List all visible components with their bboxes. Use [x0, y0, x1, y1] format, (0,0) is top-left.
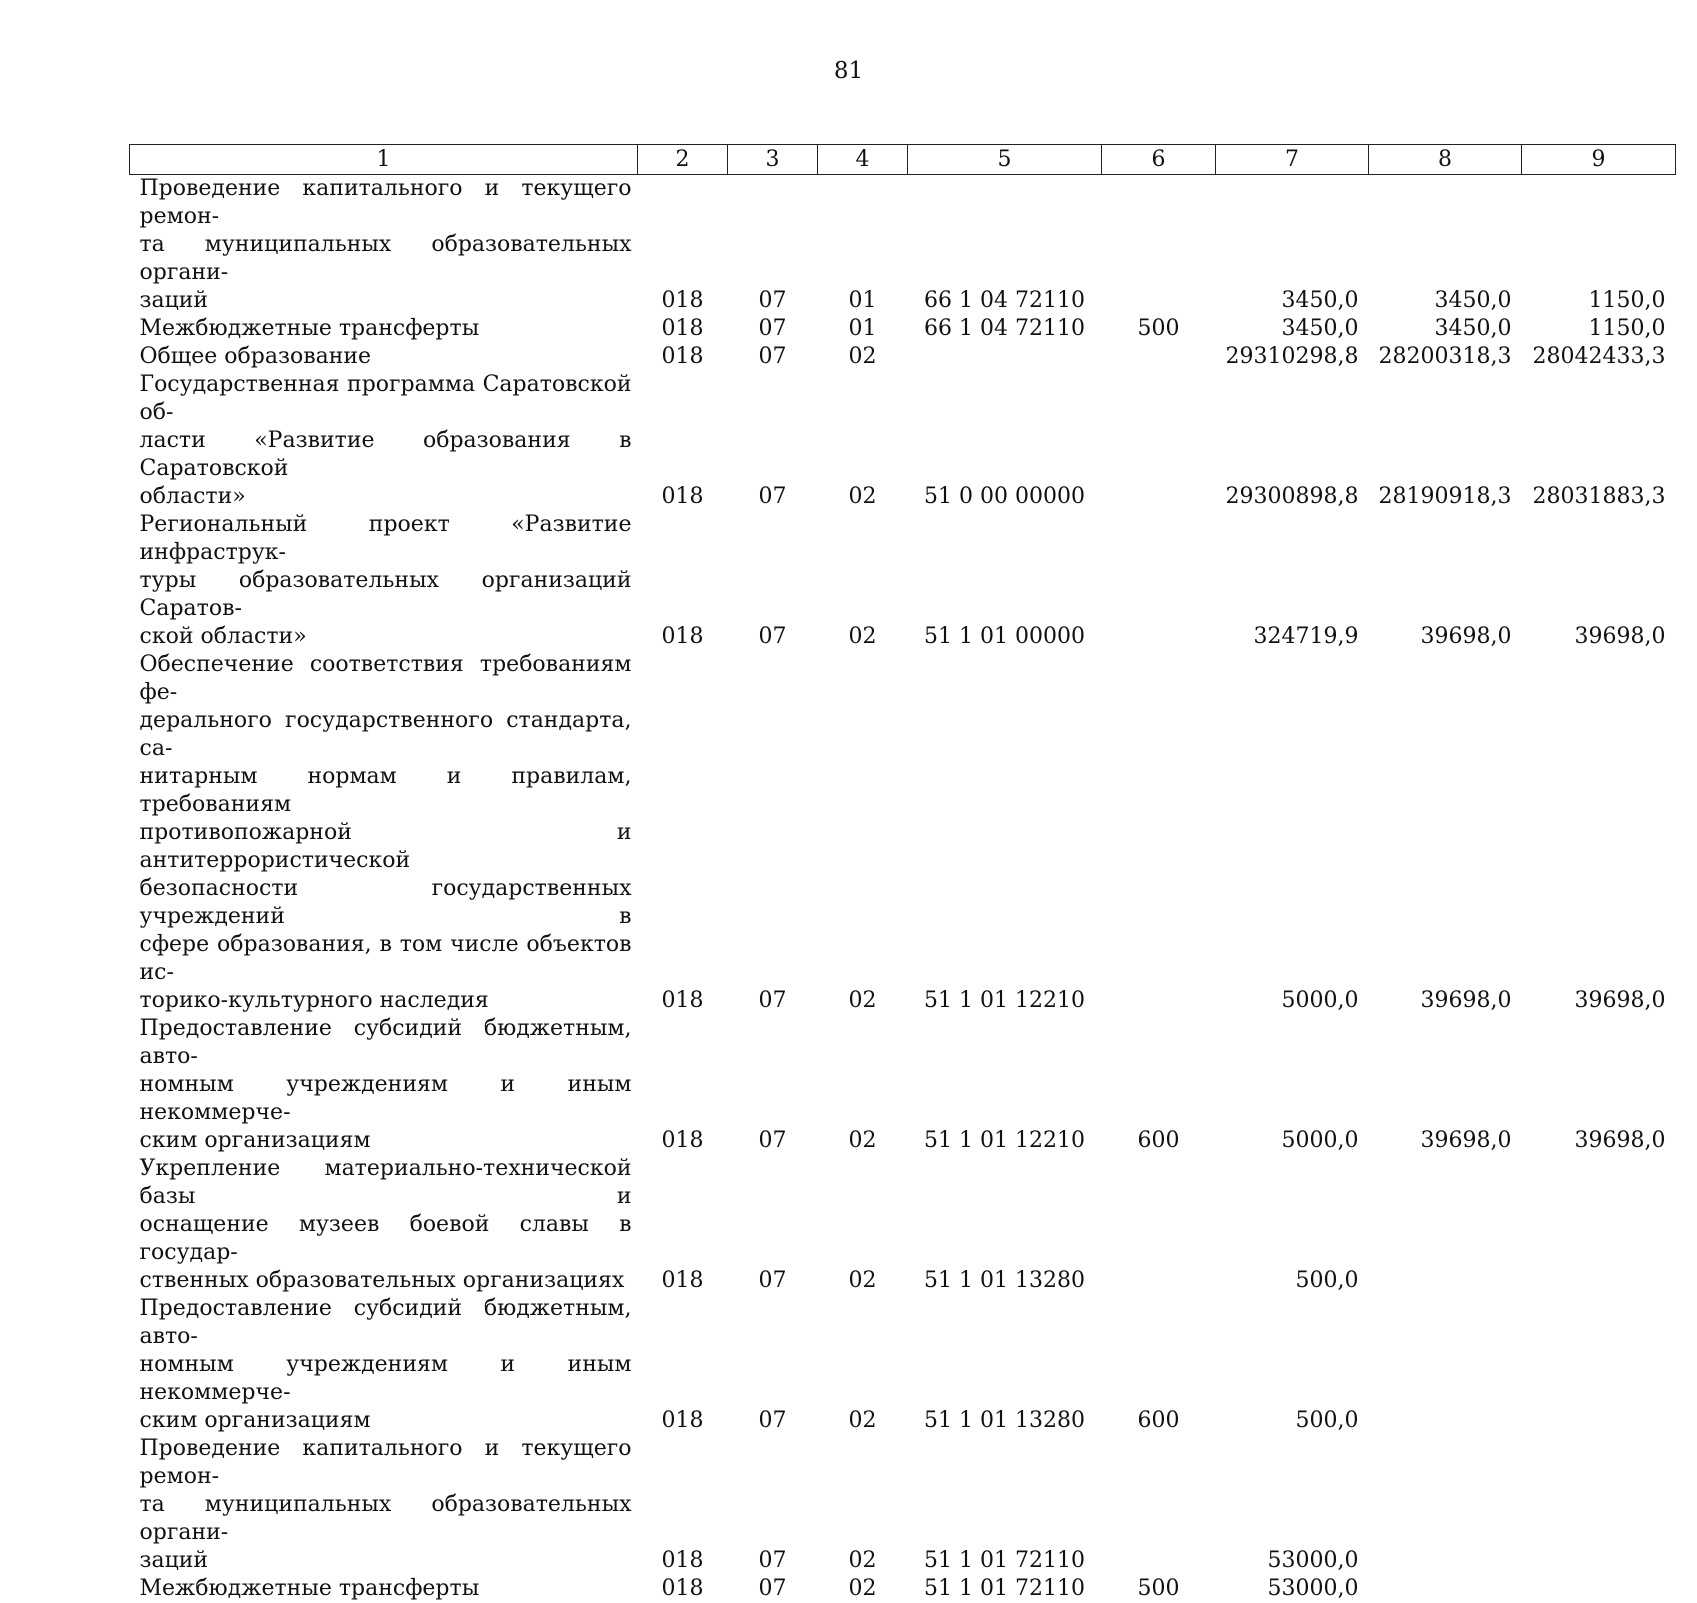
- cell-subsection: 02: [818, 1295, 908, 1435]
- cell-target-article: 51 0 00 00000: [908, 371, 1102, 511]
- cell-section: 07: [728, 651, 818, 1015]
- cell-amount-col7: 324719,9: [1216, 511, 1369, 651]
- cell-name-line: заций: [140, 1547, 632, 1575]
- cell-name-line: оснащение музеев боевой славы в государ-: [140, 1211, 632, 1267]
- cell-name-line: Предоставление субсидий бюджетным, авто-: [140, 1015, 632, 1071]
- budget-table: [129, 144, 1676, 1603]
- cell-amount-col8: 28190918,3: [1369, 371, 1522, 511]
- table-row: [130, 511, 1676, 651]
- cell-name: [130, 1015, 638, 1155]
- cell-amount-col7: 500,0: [1216, 1155, 1369, 1295]
- cell-name-line: Государственная программа Саратовской об-: [140, 371, 632, 427]
- cell-name: [130, 1435, 638, 1575]
- header-col-2: 2: [638, 145, 728, 175]
- cell-amount-col9: [1522, 1575, 1676, 1603]
- cell-amount-col9: [1522, 1435, 1676, 1575]
- cell-name: [130, 511, 638, 651]
- cell-amount-col9: 39698,0: [1522, 651, 1676, 1015]
- cell-target-article: 51 1 01 72110: [908, 1435, 1102, 1575]
- cell-amount-col7: 5000,0: [1216, 651, 1369, 1015]
- cell-amount-col7: 500,0: [1216, 1295, 1369, 1435]
- cell-amount-col8: 3450,0: [1369, 315, 1522, 343]
- cell-name-line: заций: [140, 287, 632, 315]
- cell-section: 07: [728, 1155, 818, 1295]
- cell-subsection: 02: [818, 1435, 908, 1575]
- cell-section: 07: [728, 343, 818, 371]
- cell-expense-type: [1102, 651, 1216, 1015]
- cell-amount-col9: 39698,0: [1522, 511, 1676, 651]
- cell-target-article: 51 1 01 72110: [908, 1575, 1102, 1603]
- cell-name-line: торико-культурного наследия: [140, 987, 632, 1015]
- cell-name: [130, 371, 638, 511]
- cell-name-line: области»: [140, 483, 632, 511]
- cell-amount-col9: [1522, 1155, 1676, 1295]
- cell-subsection: 02: [818, 1015, 908, 1155]
- cell-subsection: 02: [818, 371, 908, 511]
- table-row: [130, 315, 1676, 343]
- cell-name: [130, 343, 638, 371]
- header-col-7: 7: [1216, 145, 1369, 175]
- table-row: [130, 1435, 1676, 1575]
- cell-name-line: номным учреждениям и иным некоммерче-: [140, 1071, 632, 1127]
- cell-ministry: 018: [638, 1295, 728, 1435]
- header-col-1: 1: [130, 145, 638, 175]
- header-col-8: 8: [1369, 145, 1522, 175]
- cell-name-line: та муниципальных образовательных органи-: [140, 1491, 632, 1547]
- cell-ministry: 018: [638, 1435, 728, 1575]
- cell-amount-col7: 3450,0: [1216, 315, 1369, 343]
- cell-expense-type: [1102, 511, 1216, 651]
- table-row: [130, 1015, 1676, 1155]
- cell-name: [130, 175, 638, 316]
- cell-expense-type: 600: [1102, 1015, 1216, 1155]
- cell-amount-col7: 29310298,8: [1216, 343, 1369, 371]
- cell-name-line: нитарным нормам и правилам, требованиям: [140, 763, 632, 819]
- cell-name: [130, 1155, 638, 1295]
- cell-name: [130, 1295, 638, 1435]
- cell-target-article: 51 1 01 00000: [908, 511, 1102, 651]
- cell-name-line: дерального государственного стандарта, са-: [140, 707, 632, 763]
- header-col-6: 6: [1102, 145, 1216, 175]
- cell-name-line: ласти «Развитие образования в Саратовской: [140, 427, 632, 483]
- cell-amount-col9: [1522, 1295, 1676, 1435]
- cell-section: 07: [728, 1435, 818, 1575]
- cell-name-line: Обеспечение соответствия требованиям фе-: [140, 651, 632, 707]
- cell-name-line: ским организациям: [140, 1407, 632, 1435]
- cell-name-line: безопасности государственных учреждений в: [140, 875, 632, 931]
- cell-name-line: ственных образовательных организациях: [140, 1267, 632, 1295]
- cell-section: 07: [728, 371, 818, 511]
- cell-subsection: 02: [818, 651, 908, 1015]
- cell-ministry: 018: [638, 343, 728, 371]
- cell-expense-type: [1102, 175, 1216, 316]
- cell-target-article: 51 1 01 13280: [908, 1295, 1102, 1435]
- cell-subsection: 02: [818, 343, 908, 371]
- cell-section: 07: [728, 1295, 818, 1435]
- cell-amount-col9: 1150,0: [1522, 315, 1676, 343]
- cell-name-line: сфере образования, в том числе объектов ис-: [140, 931, 632, 987]
- cell-name-line: Предоставление субсидий бюджетным, авто-: [140, 1295, 632, 1351]
- cell-ministry: 018: [638, 1575, 728, 1603]
- cell-amount-col8: [1369, 1295, 1522, 1435]
- cell-amount-col7: 53000,0: [1216, 1575, 1369, 1603]
- cell-name-line: Межбюджетные трансферты: [140, 315, 632, 343]
- cell-expense-type: [1102, 343, 1216, 371]
- cell-amount-col8: 39698,0: [1369, 651, 1522, 1015]
- cell-amount-col7: 53000,0: [1216, 1435, 1369, 1575]
- cell-section: 07: [728, 1015, 818, 1155]
- cell-ministry: 018: [638, 511, 728, 651]
- cell-amount-col7: 3450,0: [1216, 175, 1369, 316]
- cell-expense-type: [1102, 1435, 1216, 1575]
- cell-amount-col9: 28042433,3: [1522, 343, 1676, 371]
- cell-section: 07: [728, 175, 818, 316]
- cell-name: [130, 315, 638, 343]
- cell-expense-type: 500: [1102, 315, 1216, 343]
- cell-target-article: 51 1 01 13280: [908, 1155, 1102, 1295]
- cell-name: [130, 651, 638, 1015]
- table-body: [130, 175, 1676, 1603]
- table-row: [130, 175, 1676, 316]
- cell-amount-col8: [1369, 1575, 1522, 1603]
- table-row: [130, 1575, 1676, 1603]
- cell-target-article: 66 1 04 72110: [908, 315, 1102, 343]
- cell-section: 07: [728, 511, 818, 651]
- header-row: [130, 145, 1676, 175]
- cell-section: 07: [728, 315, 818, 343]
- table-row: [130, 371, 1676, 511]
- cell-expense-type: 500: [1102, 1575, 1216, 1603]
- cell-ministry: 018: [638, 175, 728, 316]
- cell-name-line: та муниципальных образовательных органи-: [140, 231, 632, 287]
- cell-amount-col8: [1369, 1435, 1522, 1575]
- cell-target-article: 51 1 01 12210: [908, 1015, 1102, 1155]
- cell-amount-col8: 39698,0: [1369, 1015, 1522, 1155]
- cell-amount-col8: 3450,0: [1369, 175, 1522, 316]
- cell-amount-col9: 28031883,3: [1522, 371, 1676, 511]
- cell-ministry: 018: [638, 371, 728, 511]
- header-col-5: 5: [908, 145, 1102, 175]
- cell-subsection: 02: [818, 1155, 908, 1295]
- cell-target-article: 51 1 01 12210: [908, 651, 1102, 1015]
- header-col-4: 4: [818, 145, 908, 175]
- page-number: 81: [0, 58, 1697, 84]
- cell-ministry: 018: [638, 1015, 728, 1155]
- cell-amount-col8: [1369, 1155, 1522, 1295]
- table-row: [130, 1295, 1676, 1435]
- cell-name-line: Региональный проект «Развитие инфраструк-: [140, 511, 632, 567]
- cell-name-line: Проведение капитального и текущего ремон-: [140, 175, 632, 231]
- cell-name: [130, 1575, 638, 1603]
- cell-target-article: 66 1 04 72110: [908, 175, 1102, 316]
- cell-amount-col7: 5000,0: [1216, 1015, 1369, 1155]
- cell-name-line: ской области»: [140, 623, 632, 651]
- header-col-3: 3: [728, 145, 818, 175]
- cell-amount-col9: 39698,0: [1522, 1015, 1676, 1155]
- header-col-9: 9: [1522, 145, 1676, 175]
- cell-subsection: 02: [818, 511, 908, 651]
- cell-name-line: номным учреждениям и иным некоммерче-: [140, 1351, 632, 1407]
- table-row: [130, 343, 1676, 371]
- cell-name-line: туры образовательных организаций Саратов-: [140, 567, 632, 623]
- cell-amount-col8: 39698,0: [1369, 511, 1522, 651]
- table-header: [130, 145, 1676, 175]
- cell-amount-col7: 29300898,8: [1216, 371, 1369, 511]
- cell-name-line: противопожарной и антитеррористической: [140, 819, 632, 875]
- cell-ministry: 018: [638, 651, 728, 1015]
- cell-ministry: 018: [638, 1155, 728, 1295]
- cell-amount-col8: 28200318,3: [1369, 343, 1522, 371]
- cell-name-line: ским организациям: [140, 1127, 632, 1155]
- cell-section: 07: [728, 1575, 818, 1603]
- cell-name-line: Укрепление материально-технической базы и: [140, 1155, 632, 1211]
- cell-ministry: 018: [638, 315, 728, 343]
- table-row: [130, 1155, 1676, 1295]
- cell-name-line: Межбюджетные трансферты: [140, 1575, 632, 1603]
- cell-expense-type: [1102, 1155, 1216, 1295]
- cell-subsection: 02: [818, 1575, 908, 1603]
- cell-target-article: [908, 343, 1102, 371]
- cell-expense-type: [1102, 371, 1216, 511]
- cell-name-line: Общее образование: [140, 343, 632, 371]
- cell-amount-col9: 1150,0: [1522, 175, 1676, 316]
- cell-subsection: 01: [818, 175, 908, 316]
- cell-name-line: Проведение капитального и текущего ремон-: [140, 1435, 632, 1491]
- cell-expense-type: 600: [1102, 1295, 1216, 1435]
- table-row: [130, 651, 1676, 1015]
- cell-subsection: 01: [818, 315, 908, 343]
